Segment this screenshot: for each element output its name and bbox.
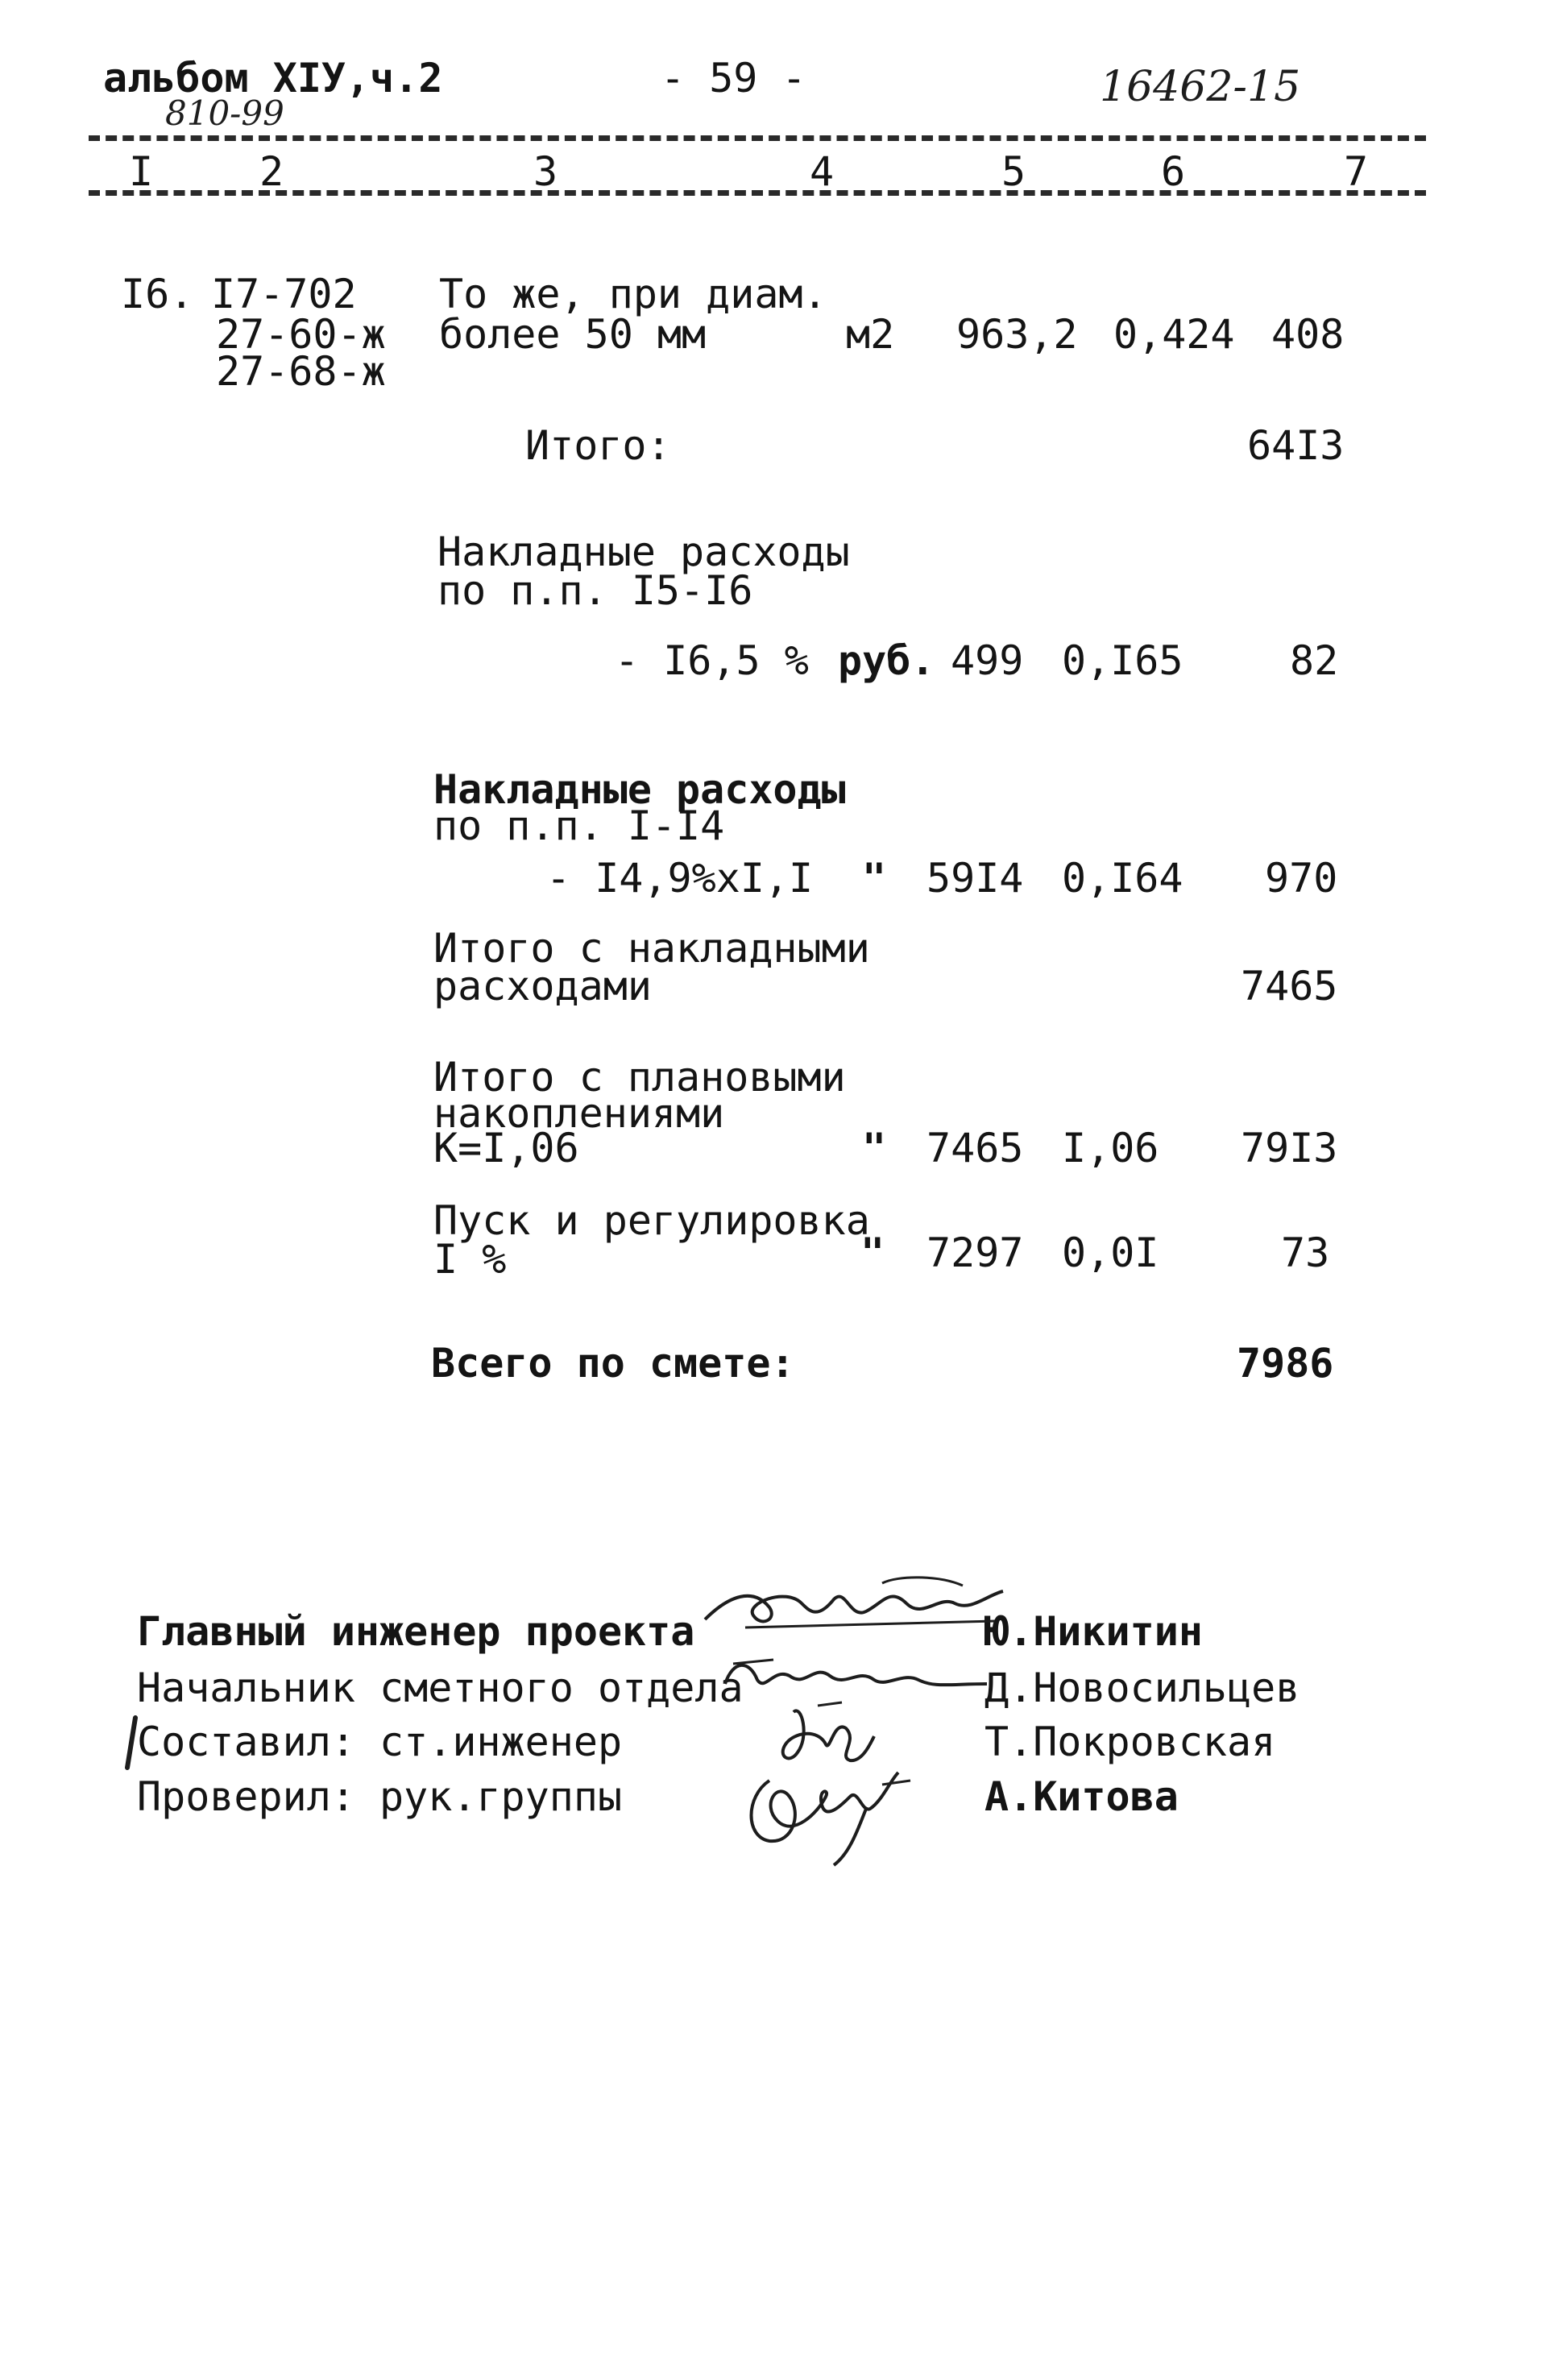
item-16-price: 0,424: [1113, 311, 1235, 358]
startup-sum: 73: [1281, 1229, 1330, 1276]
overhead-1-price: 0,I65: [1062, 637, 1183, 684]
startup-price: 0,0I: [1062, 1229, 1159, 1276]
signature-scribble-2: [717, 1652, 991, 1700]
page-number: - 59 -: [661, 55, 806, 102]
startup-quantity: 7297: [926, 1229, 1024, 1276]
item-16-number: I6.: [121, 271, 194, 317]
total-planned-quantity: 7465: [926, 1125, 1024, 1171]
grand-total-sum: 7986: [1237, 1340, 1334, 1387]
grand-total-label: Всего по смете:: [431, 1340, 795, 1387]
startup-unit: ": [860, 1229, 885, 1276]
item-16-description: То же, при диам.: [439, 271, 827, 317]
total-planned-title: Итого с плановыми: [433, 1054, 846, 1101]
signature-name: А.Китова: [984, 1773, 1179, 1820]
total-planned-unit: ": [862, 1125, 887, 1171]
document-code: 16462-15: [1100, 63, 1301, 111]
total-planned-title-cont: накоплениями: [433, 1090, 725, 1137]
overhead-1-unit: руб.: [838, 637, 935, 684]
total-planned-sum: 79I3: [1241, 1125, 1338, 1171]
overhead-1-title: Накладные расходы: [437, 529, 850, 575]
overhead-2-unit: ": [862, 855, 887, 902]
startup-percent: I %: [433, 1236, 507, 1283]
header-dash-line-top: [89, 135, 1426, 141]
signature-role: Составил: ст.инженер: [137, 1719, 623, 1765]
col-3: 3: [533, 148, 558, 195]
overhead-2-title: Накладные расходы: [433, 766, 846, 813]
item-16-description: более 50 мм: [439, 311, 707, 358]
margin-mark-icon: [121, 1715, 140, 1771]
signature-role: Начальник сметного отдела: [137, 1665, 744, 1711]
col-1: I: [129, 148, 154, 195]
col-4: 4: [810, 148, 835, 195]
overhead-1-quantity: 499: [951, 637, 1024, 684]
overhead-2-sum: 970: [1265, 855, 1338, 902]
album-label: альбом XIУ,ч.2: [103, 55, 443, 102]
total-overhead-title: Итого с накладными: [433, 925, 870, 972]
item-16-code: 27-68-ж: [216, 348, 386, 395]
total-sum: 64I3: [1247, 422, 1345, 469]
item-16-code: 27-60-ж: [216, 311, 386, 358]
overhead-1-scope: по п.п. I5-I6: [437, 567, 753, 614]
item-16-code: I7-702: [211, 271, 357, 317]
col-2: 2: [259, 148, 284, 195]
signature-name: Ю.Никитин: [984, 1608, 1203, 1655]
total-overhead-title-cont: расходами: [433, 963, 652, 1010]
item-16-unit: м2: [846, 311, 895, 358]
startup-title: Пуск и регулировка: [433, 1197, 870, 1244]
total-label: Итого:: [525, 422, 671, 469]
overhead-2-price: 0,I64: [1062, 855, 1183, 902]
total-planned-price: I,06: [1062, 1125, 1159, 1171]
col-5: 5: [1001, 148, 1026, 195]
col-7: 7: [1344, 148, 1369, 195]
signature-role: Проверил: рук.группы: [137, 1773, 623, 1820]
album-sub-handwritten: 810-99: [165, 93, 284, 133]
header-dash-line-bottom: [89, 190, 1426, 196]
overhead-1-rate: - I6,5 %: [615, 637, 809, 684]
overhead-2-quantity: 59I4: [926, 855, 1024, 902]
item-16-sum: 408: [1271, 311, 1345, 358]
total-planned-coefficient: K=I,06: [433, 1125, 579, 1171]
total-overhead-sum: 7465: [1241, 963, 1338, 1010]
signature-scribble-1: [697, 1571, 1011, 1644]
overhead-2-rate: - I4,9%xI,I: [546, 855, 814, 902]
overhead-1-sum: 82: [1290, 637, 1339, 684]
item-16-quantity: 963,2: [956, 311, 1078, 358]
signature-scribble-4: [729, 1748, 914, 1869]
overhead-2-scope: по п.п. I-I4: [433, 802, 725, 849]
signature-role: Главный инженер проекта: [137, 1608, 695, 1655]
signature-name: Т.Покровская: [984, 1719, 1276, 1765]
col-6: 6: [1161, 148, 1186, 195]
signature-name: Д.Новосильцев: [984, 1665, 1300, 1711]
